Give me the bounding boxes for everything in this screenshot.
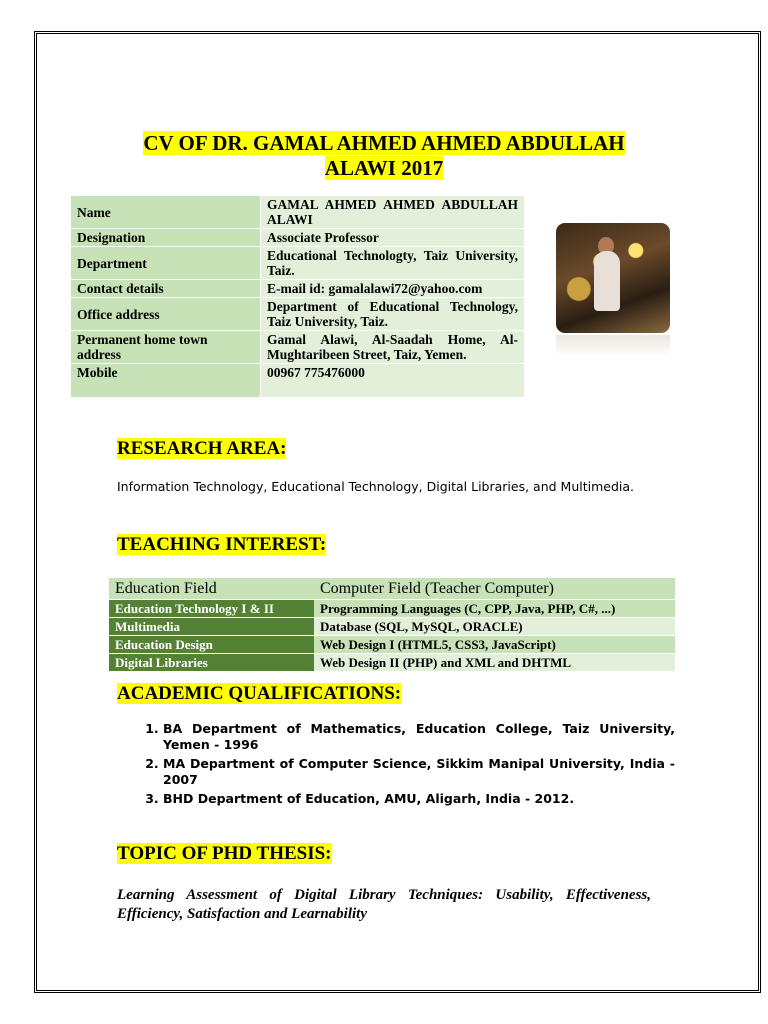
profile-row [71,331,525,364]
thesis-heading [117,843,332,865]
profile-row [71,280,525,298]
list-item: 3. BHD Department of Education, AMU, Aligarh, India - 2012. [163,791,675,807]
computer-field-cell: Web Design II (PHP) and XML and DHTML [314,654,675,672]
profile-photo [556,223,670,333]
computer-field-cell: Programming Languages (C, CPP, Java, PHP, C#, ...) [314,600,675,618]
profile-value: Gamal Alawi, Al-Saadah Home, Al-Mughtaribeen Street, Taiz, Yemen. [261,331,525,364]
thesis-heading-text: TOPIC OF PHD THESIS: [117,843,332,864]
list-item: 1. BA Department of Mathematics, Education College, Taiz University, Yemen - 1996 [163,721,675,753]
research-heading [117,438,286,460]
profile-row [71,247,525,280]
qualifications-list [140,721,675,810]
list-item: 2. MA Department of Computer Science, Sikkim Manipal University, India - 2007 [163,756,675,788]
photo-person-shape [594,251,620,311]
teaching-row [109,618,675,636]
profile-label: Designation [71,229,261,247]
academic-heading [117,683,401,705]
profile-label: Permanent home town address [71,331,261,364]
computer-field-cell: Database (SQL, MySQL, ORACLE) [314,618,675,636]
profile-table [70,195,525,398]
profile-label: Mobile [71,364,261,398]
education-field-cell: Education Technology I & II [109,600,314,618]
computer-field-cell: Web Design I (HTML5, CSS3, JavaScript) [314,636,675,654]
profile-row [71,196,525,229]
profile-label: Name [71,196,261,229]
teaching-header-row [109,578,675,600]
profile-value: Associate Professor [261,229,525,247]
education-field-cell: Education Design [109,636,314,654]
profile-value: Educational Technologty, Taiz University, Taiz. [261,247,525,280]
teaching-heading-text: TEACHING INTEREST: [117,534,327,555]
profile-value: 00967 775476000 [261,364,525,398]
teaching-column-header: Education Field [109,578,314,600]
profile-label: Office address [71,298,261,331]
title-line-2: ALAWI 2017 [324,156,444,180]
academic-heading-text: ACADEMIC QUALIFICATIONS: [117,683,402,704]
profile-value: E-mail id: gamalalawi72@yahoo.com [261,280,525,298]
education-field-cell: Multimedia [109,618,314,636]
profile-row [71,229,525,247]
profile-value: Department of Educational Technology, Taiz University, Taiz. [261,298,525,331]
teaching-row [109,636,675,654]
research-text: Information Technology, Educational Technology, Digital Libraries, and Multimedia. [117,479,634,494]
document-title [0,131,768,181]
title-line-1: CV OF DR. GAMAL AHMED AHMED ABDULLAH [143,131,625,155]
profile-row [71,364,525,398]
education-field-cell: Digital Libraries [109,654,314,672]
photo-reflection [556,335,670,357]
profile-value: GAMAL AHMED AHMED ABDULLAH ALAWI [261,196,525,229]
teaching-row [109,654,675,672]
profile-row [71,298,525,331]
research-heading-text: RESEARCH AREA: [117,438,287,459]
profile-label: Contact details [71,280,261,298]
profile-label: Department [71,247,261,280]
teaching-row [109,600,675,618]
teaching-table [109,578,675,672]
teaching-column-header: Computer Field (Teacher Computer) [314,578,675,600]
teaching-heading [117,534,326,556]
thesis-text: Learning Assessment of Digital Library Techniques: Usability, Effectiveness, Efficiency, Satisfaction and Learnability [117,887,651,922]
